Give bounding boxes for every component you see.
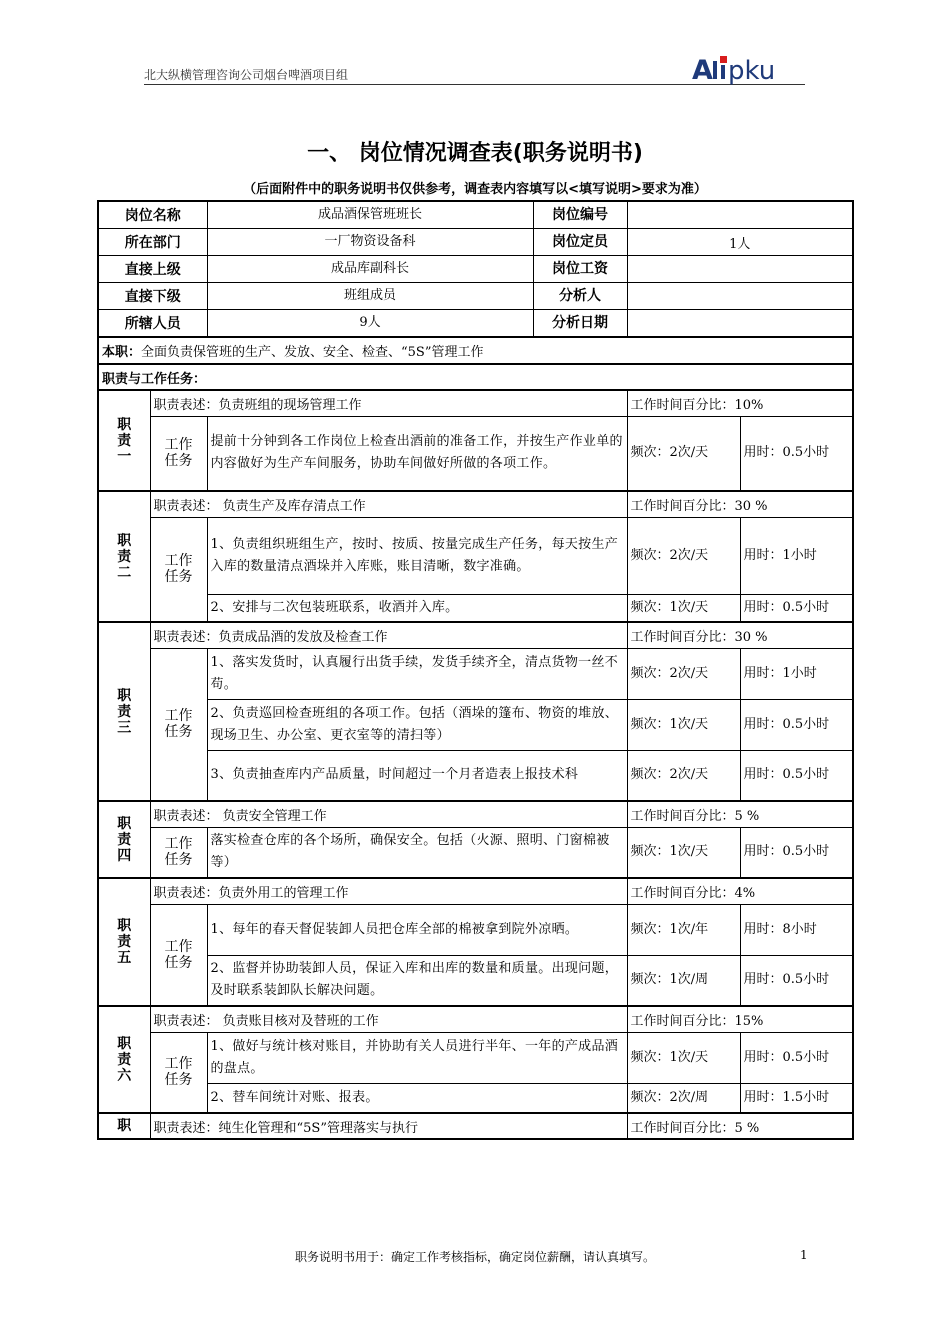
duty-label — [98, 491, 150, 622]
task-text: 2、负责巡回检查班组的各项工作。包括（酒垛的篷布、物资的堆放、现场卫生、办公室、更衣室等的清扫等） — [207, 699, 627, 750]
task-label-text: 工作任务 — [164, 553, 193, 586]
task-text: 3、负责抽查库内产品质量，时间超过一个月者造表上报技术科 — [207, 750, 627, 801]
subordinate-cell — [207, 283, 627, 310]
task-label — [150, 416, 207, 491]
task-label-text: 工作任务 — [164, 836, 193, 869]
svg-text:pku: pku — [728, 56, 776, 86]
duty-statement: 职责表述：负责外用工的管理工作 — [150, 878, 627, 904]
task-frequency: 频次：2次/周 — [627, 1083, 740, 1113]
duty-label — [98, 1006, 150, 1113]
department-label: 所在部门 — [98, 229, 207, 256]
task-label-text: 工作任务 — [164, 1056, 193, 1089]
task-time: 用时：0.5小时 — [740, 594, 853, 622]
duty-statement-row — [98, 801, 853, 827]
duty-percent: 工作时间百分比：15% — [627, 1006, 853, 1032]
task-row — [98, 594, 853, 622]
task-text: 2、监督并协助装卸人员，保证入库和出库的数量和质量。出现问题，及时联系装卸队长解决问题。 — [207, 955, 627, 1006]
department-value: 一厂物资设备科 — [324, 234, 416, 249]
duty-label — [98, 878, 150, 1006]
page-title: 一、 岗位情况调查表(职务说明书) — [307, 141, 643, 166]
task-row — [98, 517, 853, 594]
staff-value: 9人 — [359, 315, 381, 330]
superior-label: 直接上级 — [98, 256, 207, 283]
task-time: 用时：0.5小时 — [740, 1032, 853, 1083]
duty-label — [98, 801, 150, 878]
duty-statement-row — [98, 1113, 853, 1139]
task-time: 用时：0.5小时 — [740, 955, 853, 1006]
task-label-text: 工作任务 — [164, 437, 193, 470]
headcount-value: 1人 — [627, 229, 853, 256]
task-time: 用时：1.5小时 — [740, 1083, 853, 1113]
duty-statement: 职责表述：负责班组的现场管理工作 — [150, 390, 627, 416]
duty-percent: 工作时间百分比：5 % — [627, 801, 853, 827]
task-frequency: 频次：2次/天 — [627, 517, 740, 594]
duty-statement: 职责表述：负责成品酒的发放及检查工作 — [150, 622, 627, 648]
task-text: 1、每年的春天督促装卸人员把仓库全部的棉被拿到院外凉晒。 — [207, 904, 627, 955]
task-frequency: 频次：2次/天 — [627, 648, 740, 699]
header-org: 北大纵横管理咨询公司烟台啤酒项目组 — [144, 68, 349, 82]
task-time: 用时：1小时 — [740, 648, 853, 699]
duty-statement-row — [98, 491, 853, 517]
task-label-text: 工作任务 — [164, 708, 193, 741]
job-survey-table — [97, 200, 854, 1140]
main-duty-text: 全面负责保管班的生产、发放、安全、检查、“5S”管理工作 — [141, 345, 484, 360]
duty-label-text: 职责六 — [117, 1035, 132, 1084]
task-text: 提前十分钟到各工作岗位上检查出酒前的准备工作，并按生产作业单的内容做好为生产车间服务，协助车间做好所做的各项工作。 — [207, 416, 627, 491]
duty-label-text: 职责四 — [117, 815, 132, 864]
duties-header-row — [98, 364, 853, 390]
task-text: 1、落实发货时，认真履行出货手续，发货手续齐全，清点货物一丝不苟。 — [207, 648, 627, 699]
duty-statement-row — [98, 1006, 853, 1032]
task-text: 落实检查仓库的各个场所，确保安全。包括（火源、照明、门窗棉被等） — [207, 827, 627, 878]
department-cell — [207, 229, 627, 256]
position-no-value — [627, 201, 853, 229]
main-duty-label: 本职： — [102, 345, 142, 360]
duty-label-text: 职 — [117, 1118, 132, 1134]
task-row — [98, 827, 853, 878]
staff-label: 所辖人员 — [98, 310, 207, 338]
salary-label: 岗位工资 — [533, 256, 627, 282]
info-row — [98, 310, 853, 338]
info-row — [98, 229, 853, 256]
task-frequency: 频次：1次/周 — [627, 955, 740, 1006]
analyst-label: 分析人 — [533, 283, 627, 309]
task-frequency: 频次：2次/天 — [627, 750, 740, 801]
task-label — [150, 517, 207, 622]
salary-value — [627, 256, 853, 283]
task-text: 1、做好与统计核对账目，并协助有关人员进行半年、一年的产成品酒的盘点。 — [207, 1032, 627, 1083]
task-text: 1、负责组织班组生产，按时、按质、按量完成生产任务，每天按生产入库的数量清点酒垛并入库账，账目清晰，数字准确。 — [207, 517, 627, 594]
task-frequency: 频次：2次/天 — [627, 416, 740, 491]
task-row — [98, 699, 853, 750]
duty-percent: 工作时间百分比：5 % — [627, 1113, 853, 1139]
allpku-logo — [690, 52, 808, 86]
duty-label — [98, 622, 150, 801]
task-label — [150, 648, 207, 801]
duty-label — [98, 1113, 150, 1139]
analysis-date-label: 分析日期 — [533, 310, 627, 336]
page-subtitle: （后面附件中的职务说明书仅供参考，调查表内容填写以<填写说明>要求为准） — [243, 182, 707, 197]
subordinate-label: 直接下级 — [98, 283, 207, 310]
task-time: 用时：0.5小时 — [740, 750, 853, 801]
task-row — [98, 1083, 853, 1113]
info-row — [98, 201, 853, 229]
task-frequency: 频次：1次/年 — [627, 904, 740, 955]
task-frequency: 频次：1次/天 — [627, 827, 740, 878]
duty-percent: 工作时间百分比：30 % — [627, 622, 853, 648]
task-text: 2、安排与二次包装班联系，收酒并入库。 — [207, 594, 627, 622]
staff-cell — [207, 310, 627, 338]
position-no-label: 岗位编号 — [533, 202, 627, 228]
task-row — [98, 648, 853, 699]
position-name-label: 岗位名称 — [98, 201, 207, 229]
task-row — [98, 1032, 853, 1083]
task-time: 用时：0.5小时 — [740, 699, 853, 750]
main-duty-cell — [98, 337, 853, 364]
task-label — [150, 904, 207, 1006]
task-frequency: 频次：1次/天 — [627, 594, 740, 622]
duty-statement: 职责表述：纯生化管理和“5S”管理落实与执行 — [150, 1113, 627, 1139]
duty-percent: 工作时间百分比：30 % — [627, 491, 853, 517]
duty-percent: 工作时间百分比：4% — [627, 878, 853, 904]
task-label — [150, 1032, 207, 1113]
footer-note: 职务说明书用于：确定工作考核指标，确定岗位薪酬，请认真填写。 — [294, 1250, 655, 1264]
superior-cell — [207, 256, 627, 283]
duties-header: 职责与工作任务： — [98, 364, 853, 390]
task-frequency: 频次：1次/天 — [627, 699, 740, 750]
duty-statement: 职责表述： 负责安全管理工作 — [150, 801, 627, 827]
duty-statement-row — [98, 622, 853, 648]
duty-label-text: 职责一 — [117, 416, 132, 465]
duty-label — [98, 390, 150, 491]
task-row — [98, 416, 853, 491]
duty-statement: 职责表述： 负责账目核对及替班的工作 — [150, 1006, 627, 1032]
info-row — [98, 256, 853, 283]
task-label — [150, 827, 207, 878]
position-name-value: 成品酒保管班班长 — [317, 207, 422, 222]
main-duty-row — [98, 337, 853, 364]
duty-label-text: 职责五 — [117, 918, 132, 966]
task-time: 用时：1小时 — [740, 517, 853, 594]
position-name-cell — [207, 201, 627, 229]
task-row — [98, 904, 853, 955]
task-time: 用时：0.5小时 — [740, 416, 853, 491]
duty-percent: 工作时间百分比：10% — [627, 390, 853, 416]
analysis-date-value — [627, 310, 853, 338]
page-number: 1 — [800, 1248, 808, 1262]
task-text: 2、替车间统计对账、报表。 — [207, 1083, 627, 1113]
task-row — [98, 750, 853, 801]
subordinate-value: 班组成员 — [343, 288, 396, 303]
task-time: 用时：0.5小时 — [740, 827, 853, 878]
task-row — [98, 955, 853, 1006]
duty-statement-row — [98, 878, 853, 904]
task-label-text: 工作任务 — [164, 938, 193, 971]
duty-label-text: 职责二 — [117, 532, 132, 581]
analyst-value — [627, 283, 853, 310]
info-row — [98, 283, 853, 310]
duty-statement-row — [98, 390, 853, 416]
task-time: 用时：8小时 — [740, 904, 853, 955]
headcount-label: 岗位定员 — [533, 229, 627, 255]
svg-text:A: A — [692, 55, 713, 86]
task-frequency: 频次：1次/天 — [627, 1032, 740, 1083]
superior-value: 成品库副科长 — [330, 261, 409, 276]
duty-label-text: 职责三 — [117, 687, 132, 736]
duty-statement: 职责表述： 负责生产及库存清点工作 — [150, 491, 627, 517]
